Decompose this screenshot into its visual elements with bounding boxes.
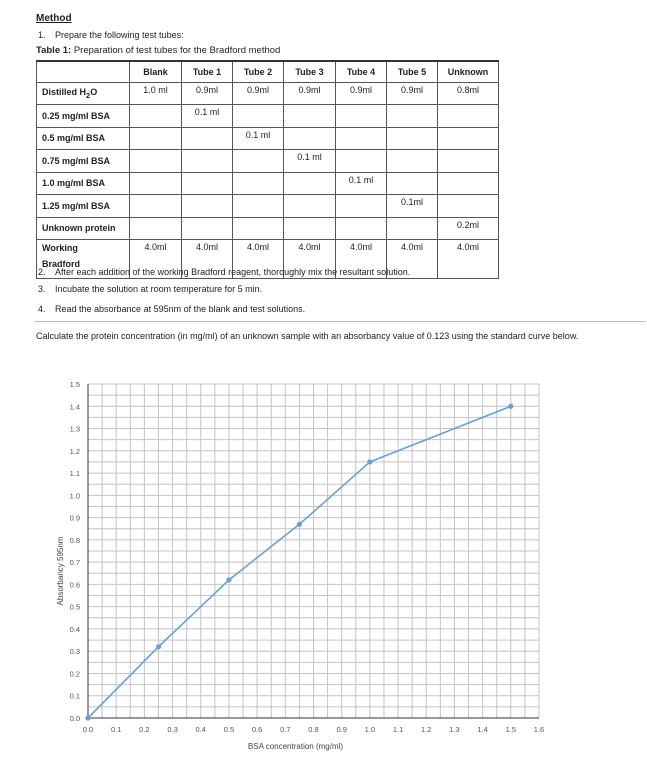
y-tick-label: 1.4 — [69, 402, 80, 412]
table-cell — [336, 127, 387, 150]
table-cell — [438, 105, 499, 128]
y-tick-label: 0.9 — [69, 513, 80, 523]
table-row — [37, 82, 499, 105]
x-tick-label: 1.2 — [421, 725, 432, 734]
table-cell — [233, 172, 284, 195]
row-label: 1.25 mg/ml BSA — [37, 195, 130, 218]
y-axis-label: Absorbancy 595nm — [56, 536, 65, 606]
x-tick-label: 1.5 — [505, 725, 517, 734]
table-cell — [182, 172, 233, 195]
x-tick-label: 0.8 — [308, 725, 319, 734]
y-tick-label: 1.5 — [69, 380, 80, 389]
x-tick-label: 0.4 — [195, 725, 206, 734]
y-tick-label: 0.4 — [69, 624, 80, 634]
x-tick-label: 0.3 — [167, 725, 178, 734]
table-cell: 0.8ml — [438, 82, 499, 105]
step-2 — [38, 267, 410, 277]
y-tick-label: 1.2 — [69, 446, 80, 456]
method-heading: Method — [36, 13, 72, 24]
table-cell: 0.1ml — [387, 195, 438, 218]
table-cell: 0.9ml — [387, 82, 438, 105]
data-point — [156, 644, 161, 649]
x-tick-label: 1.3 — [449, 725, 460, 734]
x-tick-label: 0.1 — [110, 725, 122, 734]
table-cell — [438, 150, 499, 173]
preparation-table — [36, 60, 499, 279]
table-cell: 4.0ml — [182, 240, 233, 279]
y-tick-label: 1.3 — [69, 424, 80, 434]
question-text: Calculate the protein concentration (in mg/ml) of an unknown sample with an absorbancy value of 0.123 using the standard curve below. — [36, 331, 579, 341]
table-row — [37, 195, 499, 218]
step-3 — [38, 284, 262, 294]
step-4-text: Read the absorbance at 595nm of the blank and test solutions. — [55, 304, 306, 314]
y-tick-label: 1.1 — [69, 469, 80, 479]
table-cell: 1.0 ml — [130, 82, 182, 105]
table-cell: 0.1 ml — [284, 150, 336, 173]
row-label: 0.25 mg/ml BSA — [37, 105, 130, 128]
table-cell: 4.0ml — [233, 240, 284, 279]
step-1-number: 1. — [38, 30, 46, 40]
section-divider — [34, 321, 646, 322]
column-header: Tube 2 — [233, 61, 284, 82]
x-tick-label: 0.0 — [82, 725, 94, 734]
table-cell — [387, 217, 438, 240]
table-cell — [130, 217, 182, 240]
table-cell — [182, 217, 233, 240]
table-cell — [336, 150, 387, 173]
table-cell: 0.9ml — [284, 82, 336, 105]
table-cell — [130, 195, 182, 218]
data-point — [367, 459, 372, 464]
row-label: 0.5 mg/ml BSA — [37, 127, 130, 150]
table-cell — [130, 127, 182, 150]
table-cell — [284, 217, 336, 240]
data-point — [508, 404, 513, 409]
table-cell — [284, 105, 336, 128]
table-cell: 0.1 ml — [336, 172, 387, 195]
data-point — [85, 715, 90, 720]
table-cell — [387, 127, 438, 150]
y-tick-label: 0.5 — [69, 602, 80, 612]
y-tick-label: 0.6 — [69, 580, 80, 590]
table-row — [37, 105, 499, 128]
table-row — [37, 172, 499, 195]
table-cell — [130, 172, 182, 195]
table-caption-label: Table 1: — [36, 45, 72, 56]
x-tick-label: 0.7 — [280, 725, 291, 734]
column-header: Tube 3 — [284, 61, 336, 82]
table-cell — [336, 105, 387, 128]
standard-curve-chart — [0, 360, 647, 758]
table-cell — [233, 217, 284, 240]
step-1-text: Prepare the following test tubes: — [55, 30, 184, 40]
table-cell: 4.0ml — [336, 240, 387, 279]
data-point — [226, 577, 231, 582]
step-1 — [38, 30, 184, 40]
column-header: Tube 1 — [182, 61, 233, 82]
y-tick-label: 0.8 — [69, 535, 80, 545]
y-tick-label: 0.7 — [69, 558, 80, 568]
x-axis-label: BSA concentration (mg/ml) — [247, 742, 344, 751]
table-cell — [182, 150, 233, 173]
table-cell — [284, 195, 336, 218]
row-label-working-bradford: Working Bradford — [37, 240, 130, 279]
table-caption — [36, 45, 280, 56]
x-tick-label: 0.5 — [223, 725, 235, 734]
table-cell: 4.0ml — [130, 240, 182, 279]
x-tick-label: 1.6 — [533, 725, 545, 734]
x-tick-label: 0.9 — [336, 725, 347, 734]
table-cell — [336, 217, 387, 240]
table-cell: 4.0ml — [438, 240, 499, 279]
table-cell: 4.0ml — [284, 240, 336, 279]
table-cell — [130, 105, 182, 128]
table-cell — [284, 127, 336, 150]
table-corner-cell — [37, 61, 130, 82]
table-cell — [233, 150, 284, 173]
table-cell — [182, 127, 233, 150]
table-caption-text: Preparation of test tubes for the Bradford method — [71, 45, 281, 56]
x-tick-label: 1.4 — [477, 725, 488, 734]
column-header: Tube 4 — [336, 61, 387, 82]
step-3-number: 3. — [38, 284, 46, 294]
table-cell: 0.2ml — [438, 217, 499, 240]
step-4-number: 4. — [38, 304, 46, 314]
table-cell — [336, 195, 387, 218]
column-header: Unknown — [438, 61, 499, 82]
table-cell — [438, 127, 499, 150]
table-cell: 0.1 ml — [233, 127, 284, 150]
table-cell — [387, 105, 438, 128]
step-2-text: After each addition of the working Bradford reagent, thoroughly mix the resultant solution. — [55, 267, 411, 277]
step-4 — [38, 304, 305, 314]
step-2-number: 2. — [38, 267, 46, 277]
x-tick-label: 0.6 — [251, 725, 263, 734]
table-header-row — [37, 61, 499, 82]
row-label: Unknown protein — [37, 217, 130, 240]
table-cell: 0.1 ml — [182, 105, 233, 128]
table-row — [37, 127, 499, 150]
step-3-text: Incubate the solution at room temperature for 5 min. — [55, 284, 263, 294]
table-cell — [182, 195, 233, 218]
x-tick-label: 1.0 — [364, 725, 376, 734]
row-label: 0.75 mg/ml BSA — [37, 150, 130, 173]
y-tick-label: 0.2 — [69, 669, 80, 679]
row-label-distilled-water: Distilled $H_2O$ — [37, 82, 130, 105]
table-cell — [387, 150, 438, 173]
table-cell: 0.9ml — [336, 82, 387, 105]
table-cell: 0.9ml — [233, 82, 284, 105]
table-cell — [438, 195, 499, 218]
table-cell — [130, 150, 182, 173]
table-cell — [438, 172, 499, 195]
x-tick-label: 0.2 — [139, 725, 150, 734]
table-row — [37, 150, 499, 173]
column-header: Blank — [130, 61, 182, 82]
data-point — [297, 522, 302, 527]
y-tick-label: 0.0 — [69, 714, 80, 723]
row-label: 1.0 mg/ml BSA — [37, 172, 130, 195]
x-tick-label: 1.1 — [392, 725, 404, 734]
y-tick-label: 0.1 — [69, 691, 80, 701]
column-header: Tube 5 — [387, 61, 438, 82]
table-row — [37, 217, 499, 240]
table-cell: 0.9ml — [182, 82, 233, 105]
table-cell — [233, 195, 284, 218]
y-tick-label: 1.0 — [69, 491, 80, 501]
table-cell — [387, 172, 438, 195]
table-cell: 4.0ml — [387, 240, 438, 279]
table-cell — [284, 172, 336, 195]
table-cell — [233, 105, 284, 128]
y-tick-label: 0.3 — [69, 647, 80, 657]
